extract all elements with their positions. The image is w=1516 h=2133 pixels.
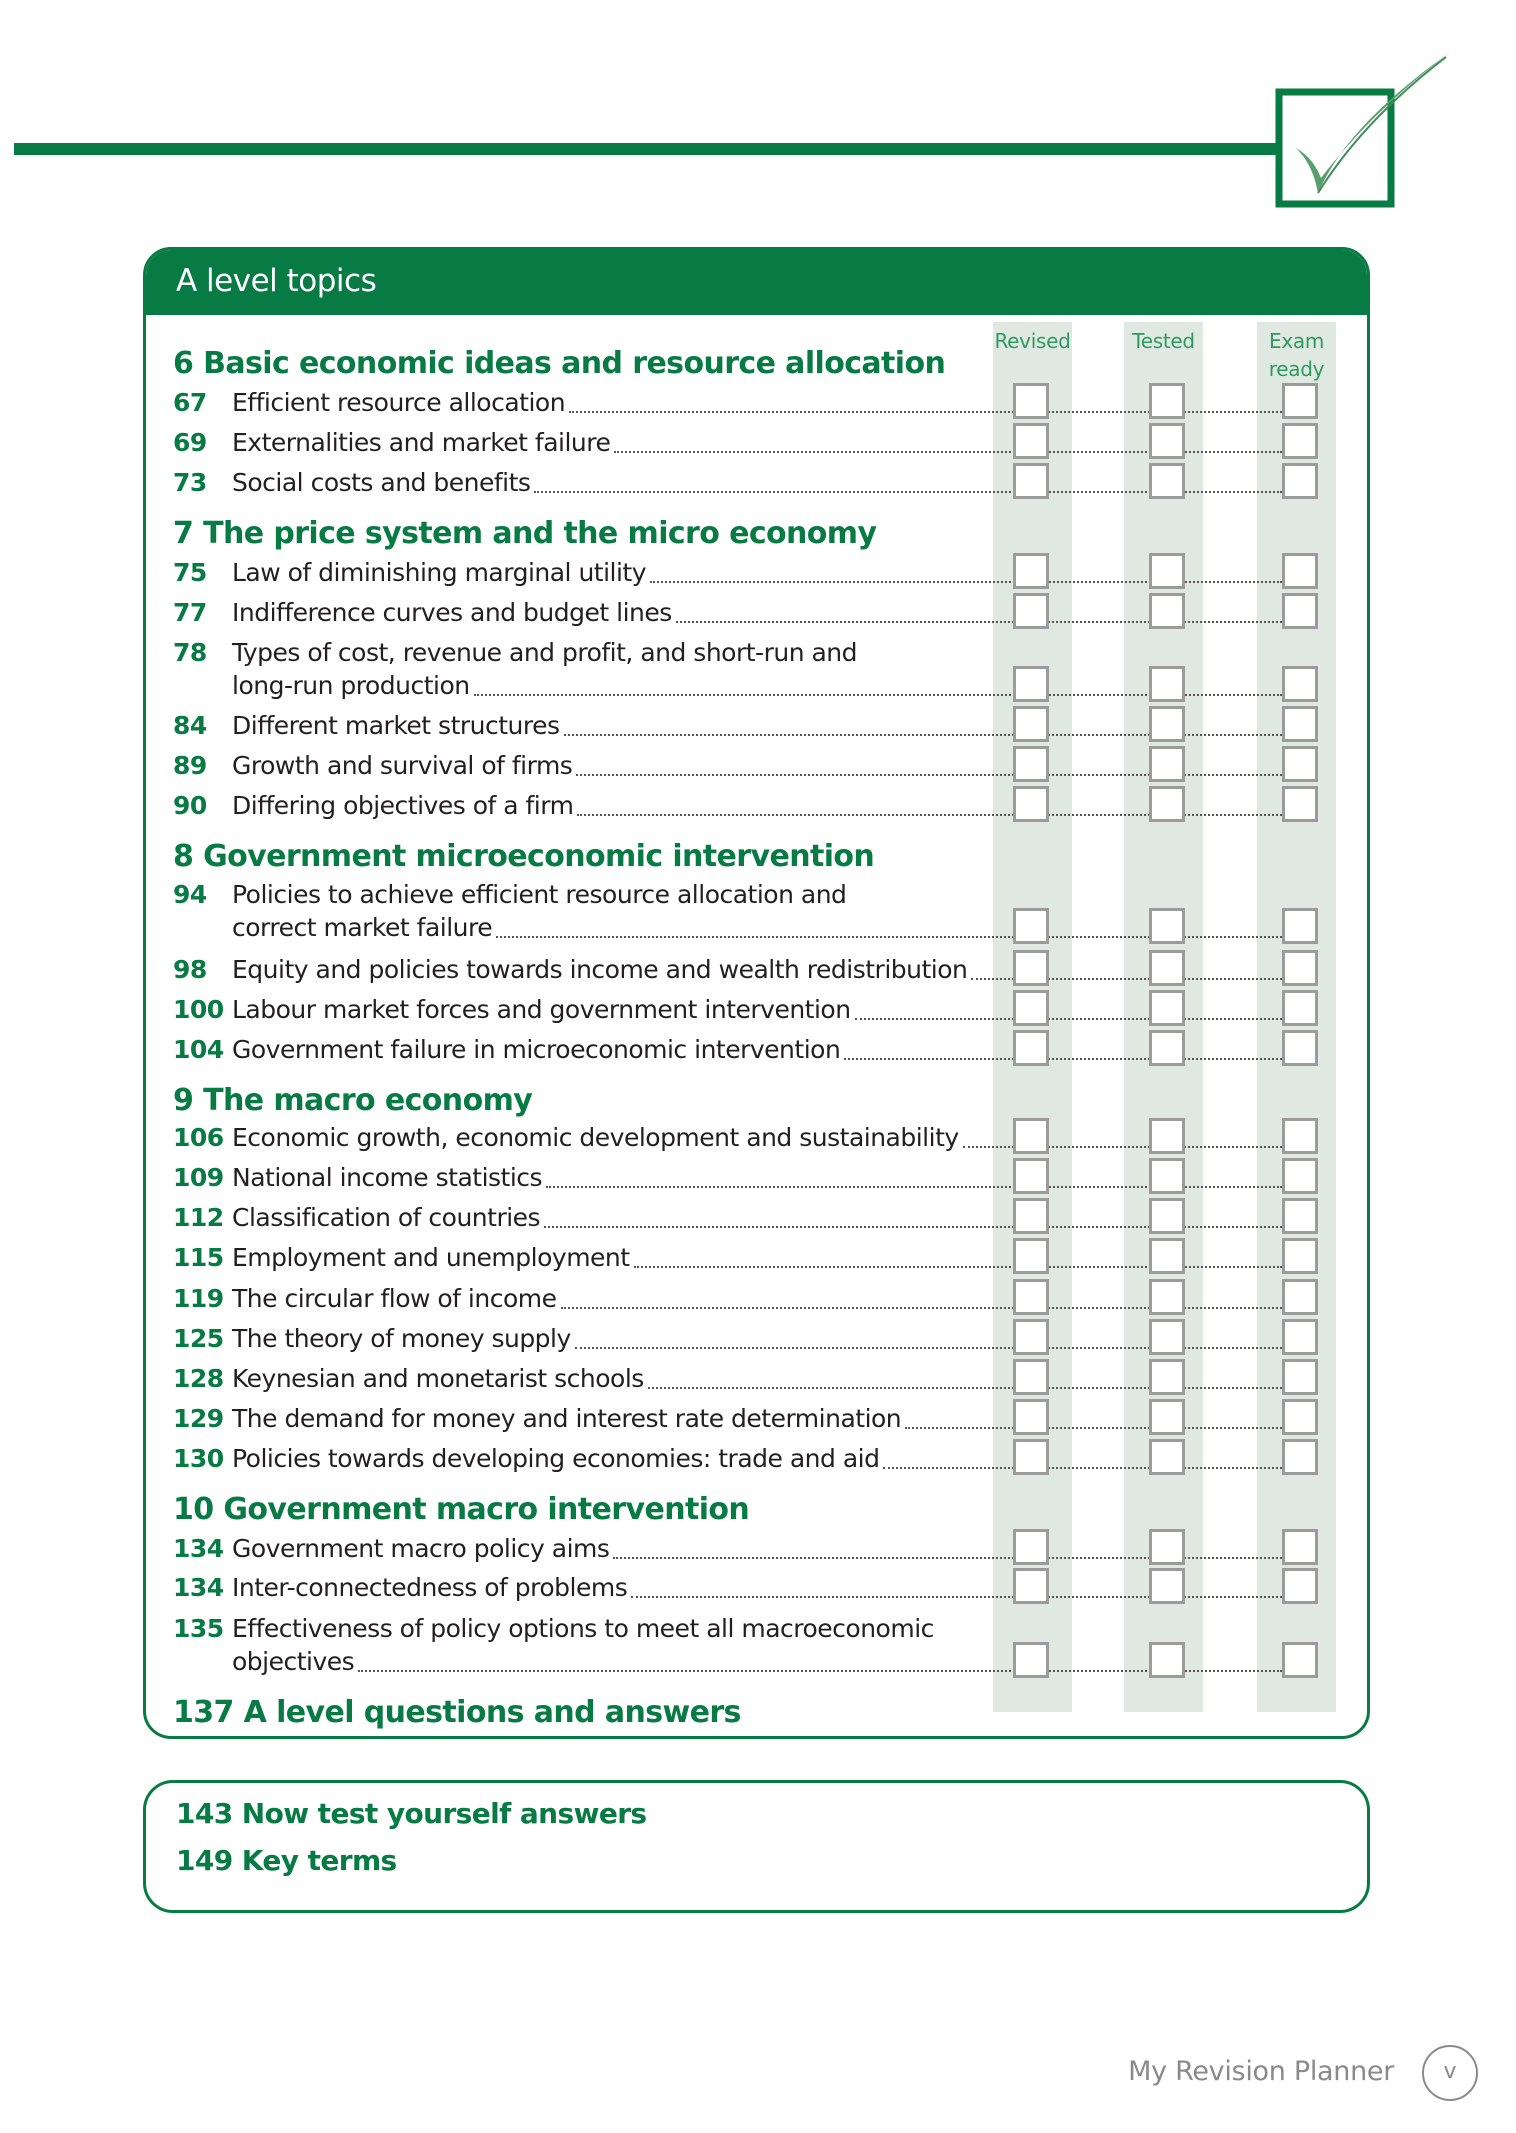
topic-page-number: 129 bbox=[173, 1404, 224, 1433]
revised-checkbox[interactable] bbox=[1013, 1279, 1049, 1315]
revised-checkbox[interactable] bbox=[1013, 463, 1049, 499]
topic-title: Differing objectives of a firm bbox=[232, 791, 574, 820]
revised-checkbox[interactable] bbox=[1013, 1198, 1049, 1234]
column-header-exam-ready: Exam ready bbox=[1268, 329, 1325, 381]
revised-checkbox[interactable] bbox=[1013, 1030, 1049, 1066]
revised-checkbox[interactable] bbox=[1013, 666, 1049, 702]
revised-checkbox[interactable] bbox=[1013, 1642, 1049, 1678]
exam-ready-checkbox[interactable] bbox=[1282, 463, 1318, 499]
dot-leader bbox=[358, 1670, 1282, 1672]
topic-title: The theory of money supply bbox=[232, 1324, 571, 1353]
revised-checkbox[interactable] bbox=[1013, 423, 1049, 459]
exam-ready-checkbox[interactable] bbox=[1282, 1359, 1318, 1395]
topic-page-number: 130 bbox=[173, 1444, 224, 1473]
topic-row bbox=[173, 880, 1323, 947]
topic-title: correct market failure bbox=[232, 913, 493, 942]
topic-row bbox=[173, 785, 1323, 825]
topic-title: Policies towards developing economies: trade and aid bbox=[232, 1444, 880, 1473]
dot-leader bbox=[963, 1146, 1282, 1148]
tested-checkbox[interactable] bbox=[1149, 1118, 1185, 1154]
topic-title: objectives bbox=[232, 1647, 355, 1676]
topic-row bbox=[173, 1398, 1323, 1438]
topic-page-number: 115 bbox=[173, 1243, 224, 1272]
exam-ready-checkbox[interactable] bbox=[1282, 383, 1318, 419]
topic-page-number: 67 bbox=[173, 388, 207, 417]
topic-row bbox=[173, 1614, 1323, 1681]
exam-ready-checkbox[interactable] bbox=[1282, 706, 1318, 742]
header-rule bbox=[14, 143, 1278, 155]
topic-page-number: 77 bbox=[173, 598, 207, 627]
topic-page-number: 125 bbox=[173, 1324, 224, 1353]
revised-checkbox[interactable] bbox=[1013, 1118, 1049, 1154]
topic-row bbox=[173, 638, 1323, 705]
topic-title: Government macro policy aims bbox=[232, 1534, 610, 1563]
section-heading: 6 Basic economic ideas and resource allocation bbox=[173, 346, 946, 381]
topic-page-number: 119 bbox=[173, 1284, 224, 1313]
tested-checkbox[interactable] bbox=[1149, 383, 1185, 419]
tested-checkbox[interactable] bbox=[1149, 1030, 1185, 1066]
tested-checkbox[interactable] bbox=[1149, 950, 1185, 986]
tested-checkbox[interactable] bbox=[1149, 1642, 1185, 1678]
exam-ready-checkbox[interactable] bbox=[1282, 746, 1318, 782]
extras-panel bbox=[143, 1780, 1370, 1913]
topic-page-number: 112 bbox=[173, 1203, 224, 1232]
section-heading: 9 The macro economy bbox=[173, 1083, 533, 1118]
tested-checkbox[interactable] bbox=[1149, 1238, 1185, 1274]
topic-title: Externalities and market failure bbox=[232, 428, 611, 457]
revised-checkbox[interactable] bbox=[1013, 1319, 1049, 1355]
closing-heading: 137 A level questions and answers bbox=[173, 1695, 741, 1730]
topic-row bbox=[173, 1197, 1323, 1237]
topic-title: Growth and survival of firms bbox=[232, 751, 573, 780]
topic-title: The circular flow of income bbox=[232, 1284, 557, 1313]
topic-row bbox=[173, 1567, 1323, 1607]
revised-checkbox[interactable] bbox=[1013, 950, 1049, 986]
tested-checkbox[interactable] bbox=[1149, 666, 1185, 702]
topic-row bbox=[173, 1318, 1323, 1358]
topic-row bbox=[173, 705, 1323, 745]
exam-ready-checkbox[interactable] bbox=[1282, 1030, 1318, 1066]
exam-ready-checkbox[interactable] bbox=[1282, 1568, 1318, 1604]
topic-row bbox=[173, 949, 1323, 989]
topic-page-number: 98 bbox=[173, 955, 207, 984]
topic-row bbox=[173, 1029, 1323, 1069]
panel-title: A level topics bbox=[176, 263, 377, 299]
exam-ready-checkbox[interactable] bbox=[1282, 786, 1318, 822]
tested-checkbox[interactable] bbox=[1149, 1198, 1185, 1234]
tested-checkbox[interactable] bbox=[1149, 786, 1185, 822]
section-heading: 10 Government macro intervention bbox=[173, 1492, 750, 1527]
topic-title: Law of diminishing marginal utility bbox=[232, 558, 647, 587]
exam-ready-checkbox[interactable] bbox=[1282, 1319, 1318, 1355]
dot-leader bbox=[905, 1427, 1282, 1429]
tested-checkbox[interactable] bbox=[1149, 1439, 1185, 1475]
dot-leader bbox=[676, 621, 1282, 623]
revised-checkbox[interactable] bbox=[1013, 1439, 1049, 1475]
revised-checkbox[interactable] bbox=[1013, 1529, 1049, 1565]
revised-checkbox[interactable] bbox=[1013, 746, 1049, 782]
tested-checkbox[interactable] bbox=[1149, 1319, 1185, 1355]
tested-checkbox[interactable] bbox=[1149, 423, 1185, 459]
checkmark-logo-icon bbox=[1276, 89, 1394, 207]
revised-checkbox[interactable] bbox=[1013, 1399, 1049, 1435]
exam-ready-checkbox[interactable] bbox=[1282, 423, 1318, 459]
topic-row bbox=[173, 989, 1323, 1029]
topic-title: Labour market forces and government intervention bbox=[232, 995, 851, 1024]
topic-page-number: 94 bbox=[173, 880, 207, 909]
tested-checkbox[interactable] bbox=[1149, 1568, 1185, 1604]
exam-ready-checkbox[interactable] bbox=[1282, 666, 1318, 702]
topic-title: The demand for money and interest rate determination bbox=[232, 1404, 902, 1433]
topic-title: National income statistics bbox=[232, 1163, 543, 1192]
topic-row bbox=[173, 1157, 1323, 1197]
tested-checkbox[interactable] bbox=[1149, 463, 1185, 499]
topic-page-number: 134 bbox=[173, 1573, 224, 1602]
exam-ready-checkbox[interactable] bbox=[1282, 990, 1318, 1026]
tested-checkbox[interactable] bbox=[1149, 1158, 1185, 1194]
topic-row bbox=[173, 592, 1323, 632]
topic-page-number: 100 bbox=[173, 995, 224, 1024]
revised-checkbox[interactable] bbox=[1013, 786, 1049, 822]
topic-row bbox=[173, 1237, 1323, 1277]
dot-leader bbox=[883, 1467, 1282, 1469]
topic-page-number: 128 bbox=[173, 1364, 224, 1393]
revised-checkbox[interactable] bbox=[1013, 383, 1049, 419]
topic-title: Efficient resource allocation bbox=[232, 388, 566, 417]
exam-ready-checkbox[interactable] bbox=[1282, 1118, 1318, 1154]
exam-ready-checkbox[interactable] bbox=[1282, 1198, 1318, 1234]
topic-page-number: 73 bbox=[173, 468, 207, 497]
tested-checkbox[interactable] bbox=[1149, 1279, 1185, 1315]
topic-title: Indifference curves and budget lines bbox=[232, 598, 672, 627]
topic-row bbox=[173, 1358, 1323, 1398]
exam-ready-checkbox[interactable] bbox=[1282, 593, 1318, 629]
section-heading: 7 The price system and the micro economy bbox=[173, 516, 877, 551]
dot-leader bbox=[648, 1387, 1282, 1389]
tested-checkbox[interactable] bbox=[1149, 1529, 1185, 1565]
topic-page-number: 84 bbox=[173, 711, 207, 740]
footer-title: My Revision Planner bbox=[1128, 2056, 1394, 2087]
revised-checkbox[interactable] bbox=[1013, 1158, 1049, 1194]
tested-checkbox[interactable] bbox=[1149, 706, 1185, 742]
topic-row bbox=[173, 462, 1323, 502]
revised-checkbox[interactable] bbox=[1013, 1238, 1049, 1274]
topic-title: Inter-connectedness of problems bbox=[232, 1573, 628, 1602]
topic-page-number: 106 bbox=[173, 1123, 224, 1152]
column-header-revised: Revised bbox=[994, 329, 1071, 353]
exam-ready-checkbox[interactable] bbox=[1282, 553, 1318, 589]
topic-title: Classification of countries bbox=[232, 1203, 541, 1232]
revised-checkbox[interactable] bbox=[1013, 1568, 1049, 1604]
topic-page-number: 69 bbox=[173, 428, 207, 457]
topic-page-number: 89 bbox=[173, 751, 207, 780]
topic-title: Social costs and benefits bbox=[232, 468, 531, 497]
revised-checkbox[interactable] bbox=[1013, 990, 1049, 1026]
exam-ready-checkbox[interactable] bbox=[1282, 1238, 1318, 1274]
topic-page-number: 134 bbox=[173, 1534, 224, 1563]
topic-title-line1: Effectiveness of policy options to meet all macroeconomic bbox=[232, 1614, 934, 1643]
dot-leader bbox=[855, 1018, 1282, 1020]
topic-page-number: 135 bbox=[173, 1614, 224, 1643]
revised-checkbox[interactable] bbox=[1013, 553, 1049, 589]
revised-checkbox[interactable] bbox=[1013, 593, 1049, 629]
topic-row bbox=[173, 1438, 1323, 1478]
exam-ready-checkbox[interactable] bbox=[1282, 908, 1318, 944]
topic-row bbox=[173, 1278, 1323, 1318]
topic-title-line1: Policies to achieve efficient resource allocation and bbox=[232, 880, 847, 909]
exam-ready-checkbox[interactable] bbox=[1282, 1399, 1318, 1435]
page-number: v bbox=[1422, 2045, 1478, 2101]
topic-title: Economic growth, economic development and sustainability bbox=[232, 1123, 959, 1152]
exam-ready-checkbox[interactable] bbox=[1282, 1529, 1318, 1565]
tested-checkbox[interactable] bbox=[1149, 593, 1185, 629]
topic-page-number: 104 bbox=[173, 1035, 224, 1064]
exam-ready-checkbox[interactable] bbox=[1282, 1439, 1318, 1475]
dot-leader bbox=[650, 581, 1282, 583]
topic-title: Equity and policies towards income and wealth redistribution bbox=[232, 955, 968, 984]
exam-ready-checkbox[interactable] bbox=[1282, 1158, 1318, 1194]
topic-row bbox=[173, 382, 1323, 422]
link-now-test-yourself-answers[interactable]: 143 Now test yourself answers bbox=[176, 1797, 647, 1830]
topic-page-number: 78 bbox=[173, 638, 207, 667]
link-key-terms[interactable]: 149 Key terms bbox=[176, 1844, 397, 1877]
topic-row bbox=[173, 745, 1323, 785]
tested-checkbox[interactable] bbox=[1149, 1399, 1185, 1435]
exam-ready-checkbox[interactable] bbox=[1282, 1279, 1318, 1315]
topic-row bbox=[173, 422, 1323, 462]
topic-title: long-run production bbox=[232, 671, 470, 700]
revised-checkbox[interactable] bbox=[1013, 908, 1049, 944]
topic-row bbox=[173, 552, 1323, 592]
topic-row bbox=[173, 1528, 1323, 1568]
exam-ready-checkbox[interactable] bbox=[1282, 1642, 1318, 1678]
topic-title: Employment and unemployment bbox=[232, 1243, 630, 1272]
topic-title: Keynesian and monetarist schools bbox=[232, 1364, 644, 1393]
topic-page-number: 109 bbox=[173, 1163, 224, 1192]
topic-page-number: 90 bbox=[173, 791, 207, 820]
column-header-tested: Tested bbox=[1132, 329, 1195, 353]
topic-title-line1: Types of cost, revenue and profit, and short-run and bbox=[232, 638, 858, 667]
revised-checkbox[interactable] bbox=[1013, 1359, 1049, 1395]
revised-checkbox[interactable] bbox=[1013, 706, 1049, 742]
panel-header bbox=[146, 250, 1367, 315]
topic-row bbox=[173, 1117, 1323, 1157]
tested-checkbox[interactable] bbox=[1149, 908, 1185, 944]
tested-checkbox[interactable] bbox=[1149, 1359, 1185, 1395]
exam-ready-checkbox[interactable] bbox=[1282, 950, 1318, 986]
tested-checkbox[interactable] bbox=[1149, 990, 1185, 1026]
topic-title: Government failure in microeconomic intervention bbox=[232, 1035, 841, 1064]
tested-checkbox[interactable] bbox=[1149, 553, 1185, 589]
topic-title: Different market structures bbox=[232, 711, 560, 740]
tested-checkbox[interactable] bbox=[1149, 746, 1185, 782]
dot-leader bbox=[844, 1058, 1282, 1060]
section-heading: 8 Government microeconomic intervention bbox=[173, 839, 875, 874]
topic-page-number: 75 bbox=[173, 558, 207, 587]
